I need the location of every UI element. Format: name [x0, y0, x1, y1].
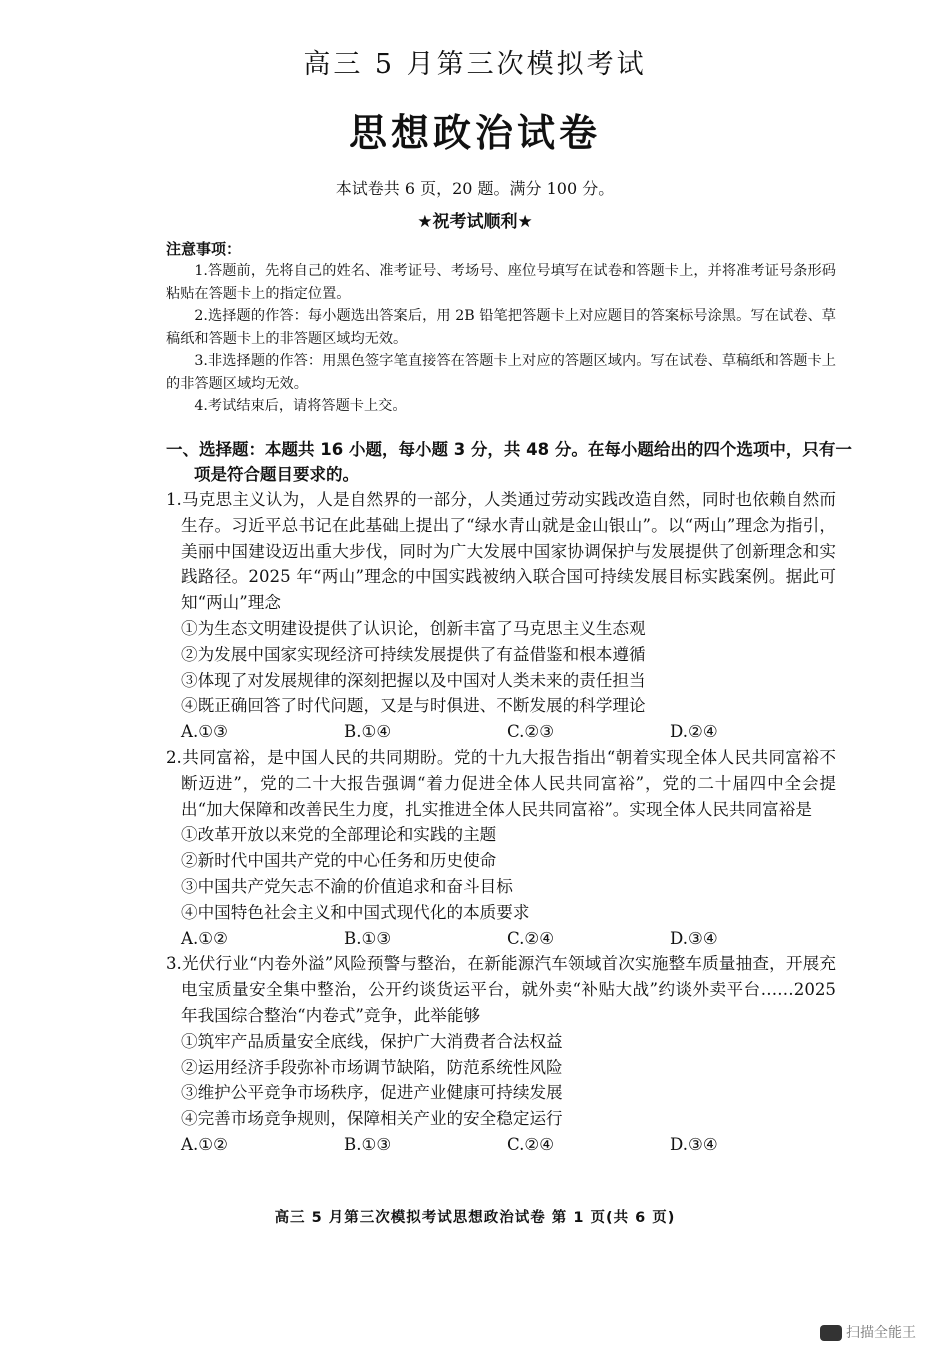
answer-choice-b: B.①③ [344, 1134, 392, 1154]
watermark-text: 扫描全能王 [846, 1325, 916, 1341]
answer-choice-b: B.①③ [344, 928, 392, 948]
subject-title: 思想政治试卷 [348, 111, 601, 155]
answer-choice-d: D.②④ [670, 722, 718, 742]
page-footer: 高三 5 月第三次模拟考试思想政治试卷 第 1 页(共 6 页) [274, 1210, 676, 1226]
question-stem: 3.光伏行业“内卷外溢”风险预警与整治，在新能源汽车领域首次实施整车质量抽查，开展充电宝质量安全集中整治，公开约谈货运平台，就外卖“补贴大战”约谈外卖平台……2025 年我国综合整治“内卷式”竞争，此举能够 [166, 954, 836, 1025]
answer-choice-d: D.③④ [670, 928, 718, 948]
note-item: 2.选择题的作答：每小题选出答案后，用 2B 铅笔把答题卡上对应题目的答案标号涂黑。写在试卷、草稿纸和答题卡上的非答题区域均无效。 [166, 308, 836, 347]
answer-choices [166, 926, 836, 952]
question-statement: ②为发展中国家实现经济可持续发展提供了有益借鉴和根本遵循 [181, 644, 646, 664]
question-statement: ④既正确回答了时代问题，又是与时俱进、不断发展的科学理论 [181, 696, 646, 716]
question-statement: ①改革开放以来党的全部理论和实践的主题 [181, 825, 497, 845]
scanner-watermark [820, 1322, 950, 1345]
section-heading: 一、选择题：本题共 16 小题，每小题 3 分，共 48 分。在每小题给出的四个选项中，只有一项是符合题目要求的。 [166, 440, 852, 484]
exam-name: 高三 5 月第三次模拟考试 [303, 49, 647, 80]
answer-choice-c: C.②③ [507, 722, 555, 742]
paper-info: 本试卷共 6 页，20 题。满分 100 分。 [335, 179, 615, 198]
answer-choice-d: D.③④ [670, 1134, 718, 1154]
answer-choice-a: A.①② [181, 928, 229, 948]
question-statement: ③中国共产党矢志不渝的价值追求和奋斗目标 [181, 876, 513, 896]
question-statement: ③维护公平竞争市场秩序，促进产业健康可持续发展 [181, 1083, 563, 1103]
answer-choice-c: C.②④ [507, 928, 555, 948]
note-item: 3.非选择题的作答：用黑色签字笔直接答在答题卡上对应的答题区域内。写在试卷、草稿纸和答题卡上的非答题区域均无效。 [166, 353, 836, 392]
answer-choices [166, 719, 836, 745]
note-item: 4.考试结束后，请将答题卡上交。 [194, 398, 407, 414]
answer-choice-b: B.①④ [344, 722, 392, 742]
question-statement: ①为生态文明建设提供了认识论，创新丰富了马克思主义生态观 [181, 618, 646, 638]
answer-choice-a: A.①② [181, 1134, 229, 1154]
question-statement: ④完善市场竞争规则，保障相关产业的安全稳定运行 [181, 1109, 563, 1129]
question-1 [166, 487, 836, 745]
question-list [166, 487, 836, 1158]
answer-choices [166, 1132, 836, 1158]
question-stem: 1.马克思主义认为，人是自然界的一部分，人类通过劳动实践改造自然，同时也依赖自然而生存。习近平总书记在此基础上提出了“绿水青山就是金山银山”。以“两山”理念为指引，美丽中国建设迈出重大步伐，同时为广大发展中国家协调保护与发展提供了创新理念和实践路径。2025 年“两山”理念的中国实践被纳入联合国可持续发展目标实践案例。据此可知“两山”理念 [166, 490, 836, 613]
question-3 [166, 951, 836, 1157]
cs-scanner-logo-icon [820, 1325, 842, 1341]
question-2 [166, 745, 836, 951]
answer-choice-a: A.①③ [181, 722, 229, 742]
notes-block [166, 238, 836, 418]
question-statement: ②新时代中国共产党的中心任务和历史使命 [181, 851, 497, 871]
answer-choice-c: C.②④ [507, 1134, 555, 1154]
question-statement: ③体现了对发展规律的深刻把握以及中国对人类未来的责任担当 [181, 670, 646, 690]
question-statement: ①筑牢产品质量安全底线，保护广大消费者合法权益 [181, 1031, 563, 1051]
notes-heading: 注意事项： [166, 240, 242, 258]
question-stem: 2.共同富裕，是中国人民的共同期盼。党的十九大报告指出“朝着实现全体人民共同富裕不断迈进”，党的二十大报告强调“着力促进全体人民共同富裕”，党的二十届四中全会提出“加大保障和改善民生力度，扎实推进全体人民共同富裕”。实现全体人民共同富裕是 [166, 747, 836, 819]
note-item: 1.答题前，先将自己的姓名、准考证号、考场号、座位号填写在试卷和答题卡上，并将准考证号条形码粘贴在答题卡上的指定位置。 [166, 263, 836, 302]
blessing-line: ★祝考试顺利★ [417, 212, 533, 232]
question-statement: ②运用经济手段弥补市场调节缺陷，防范系统性风险 [181, 1057, 563, 1077]
question-statement: ④中国特色社会主义和中国式现代化的本质要求 [181, 902, 530, 922]
